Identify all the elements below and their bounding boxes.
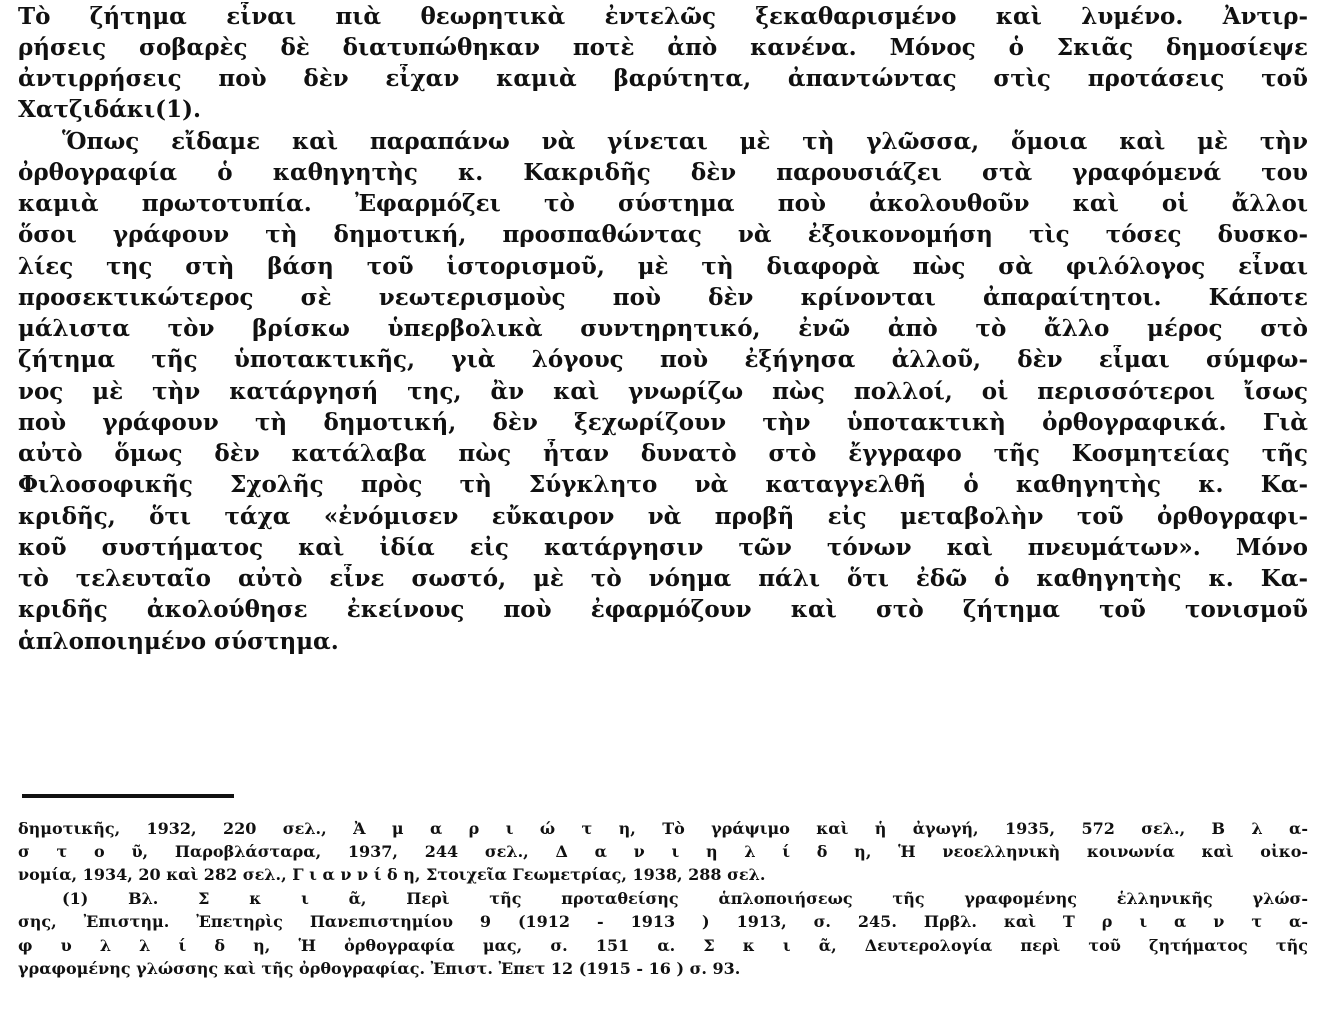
body-line-4: Χατζιδάκι(1). xyxy=(18,96,201,123)
footnote-line-4: (1) Βλ. Σ κ ι ᾶ, Περὶ τῆς προταθείσης ἁπλοποιήσεως τῆς γραφομένης ἑλληνικῆς γλώσ- xyxy=(62,889,1308,908)
body-line-11: μάλιστα τὸν βρίσκω ὑπερβολικὰ συντηρητικό, ἐνῶ ἀπὸ τὸ ἄλλο μέρος στὸ xyxy=(18,315,1308,342)
body-line-16: Φιλοσοφικῆς Σχολῆς πρὸς τὴ Σύγκλητο νὰ καταγγελθῆ ὁ καθηγητὴς κ. Κα- xyxy=(18,471,1308,498)
body-line-7: καμιὰ πρωτοτυπία. Ἐφαρμόζει τὸ σύστημα ποὺ ἀκολουθοῦν καὶ οἱ ἄλλοι xyxy=(18,190,1308,217)
body-line-13: νος μὲ τὴν κατάργησή της, ἂν καὶ γνωρίζω πὼς πολλοί, οἱ περισσότεροι ἴσως xyxy=(18,378,1308,405)
body-line-10: προσεκτικώτερος σὲ νεωτερισμοὺς ποὺ δὲν κρίνονται ἀπαραίτητοι. Κάποτε xyxy=(18,284,1308,311)
footnote-line-1: δημοτικῆς, 1932, 220 σελ., Ἀ μ α ρ ι ώ τ η, Τὸ γράψιμο καὶ ἡ ἀγωγή, 1935, 572 σελ., Β λ α- xyxy=(18,819,1308,838)
body-line-6: ὀρθογραφία ὁ καθηγητὴς κ. Κακριδῆς δὲν παρουσιάζει στὰ γραφόμενά του xyxy=(18,159,1308,186)
body-line-5: Ὅπως εἴδαμε καὶ παραπάνω νὰ γίνεται μὲ τὴ γλῶσσα, ὅμοια καὶ μὲ τὴν xyxy=(62,128,1308,155)
body-line-9: λίες της στὴ βάση τοῦ ἱστορισμοῦ, μὲ τὴ διαφορὰ πὼς σὰ φιλόλογος εἶναι xyxy=(18,253,1308,280)
footnote-separator xyxy=(22,794,234,798)
body-line-17: κριδῆς, ὅτι τάχα «ἐνόμισεν εὔκαιρον νὰ προβῆ εἰς μεταβολὴν τοῦ ὀρθογραφι- xyxy=(18,503,1308,530)
footnote-line-6: φ υ λ λ ί δ η, Ἡ ὀρθογραφία μας, σ. 151 α. Σ κ ι ᾶ, Δευτερολογία περὶ τοῦ ζητήματος τῆς xyxy=(18,936,1308,955)
footnote-line-3: νομία, 1934, 20 καὶ 282 σελ., Γ ι α ν ν ί δ η, Στοιχεῖα Γεωμετρίας, 1938, 288 σελ. xyxy=(18,865,766,884)
footnote-line-2: σ τ ο ῦ, Παροβλάσταρα, 1937, 244 σελ., Δ α ν ι η λ ί δ η, Ἡ νεοελληνικὴ κοινωνία καὶ οἰκο- xyxy=(18,842,1308,861)
body-line-14: ποὺ γράφουν τὴ δημοτική, δὲν ξεχωρίζουν τὴν ὑποτακτικὴ ὀρθογραφικά. Γιὰ xyxy=(18,409,1308,436)
body-line-21: ἁπλοποιημένο σύστημα. xyxy=(18,628,339,655)
body-line-2: ρήσεις σοβαρὲς δὲ διατυπώθηκαν ποτὲ ἀπὸ κανένα. Μόνος ὁ Σκιᾶς δημοσίεψε xyxy=(18,34,1308,61)
body-line-3: ἀντιρρήσεις ποὺ δὲν εἶχαν καμιὰ βαρύτητα, ἀπαντώντας στὶς προτάσεις τοῦ xyxy=(18,65,1308,92)
body-line-20: κριδῆς ἀκολούθησε ἐκείνους ποὺ ἐφαρμόζουν καὶ στὸ ζήτημα τοῦ τονισμοῦ xyxy=(18,596,1308,623)
body-line-8: ὅσοι γράφουν τὴ δημοτική, προσπαθώντας νὰ ἐξοικονομήση τὶς τόσες δυσκο- xyxy=(18,221,1308,248)
body-line-18: κοῦ συστήματος καὶ ἰδία εἰς κατάργησιν τῶν τόνων καὶ πνευμάτων». Μόνο xyxy=(18,534,1308,561)
body-line-12: ζήτημα τῆς ὑποτακτικῆς, γιὰ λόγους ποὺ ἐξήγησα ἀλλοῦ, δὲν εἶμαι σύμφω- xyxy=(18,346,1308,373)
footnote-line-7: γραφομένης γλώσσης καὶ τῆς ὀρθογραφίας. Ἐπιστ. Ἐπετ 12 (1915 - 16 ) σ. 93. xyxy=(18,959,741,978)
body-line-1: Τὸ ζήτημα εἶναι πιὰ θεωρητικὰ ἐντελῶς ξεκαθαρισμένο καὶ λυμένο. Ἀντιρ- xyxy=(18,3,1308,30)
body-line-19: τὸ τελευταῖο αὐτὸ εἶνε σωστό, μὲ τὸ νόημα πάλι ὅτι ἐδῶ ὁ καθηγητὴς κ. Κα- xyxy=(18,565,1308,592)
body-line-15: αὐτὸ ὅμως δὲν κατάλαβα πὼς ἦταν δυνατὸ στὸ ἔγγραφο τῆς Κοσμητείας τῆς xyxy=(18,440,1308,467)
footnote-line-5: σης, Ἐπιστημ. Ἐπετηρὶς Πανεπιστημίου 9 (1912 - 1913 ) 1913, σ. 245. Πρβλ. καὶ Τ ρ ι α ν τ α- xyxy=(18,912,1308,931)
